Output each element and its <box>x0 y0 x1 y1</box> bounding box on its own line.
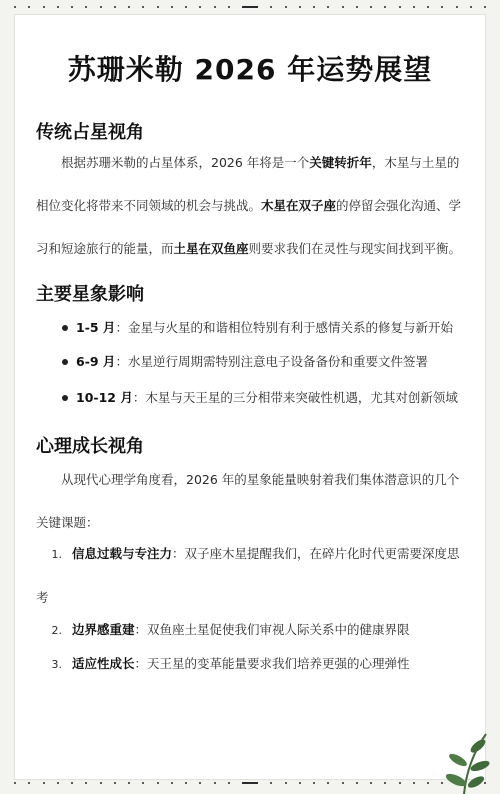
border-dot <box>299 6 301 8</box>
item-text: ：双鱼座土星促使我们审视人际关系中的健康界限 <box>134 622 410 637</box>
bullet-text: ：水星逆行周期需特别注意电子设备备份和重要文件签署 <box>115 354 428 369</box>
border-dot <box>14 782 16 784</box>
border-dot <box>114 782 116 784</box>
border-dot <box>413 6 415 8</box>
border-dot <box>327 782 329 784</box>
item-text: ：双子座木星提醒我们，在碎片化时代更需要深度思考 <box>36 546 460 605</box>
bullet-icon <box>62 359 68 365</box>
border-dot <box>142 6 144 8</box>
paragraph-run: 的停留会强化沟通、学习和短途旅行的能量，而 <box>36 198 462 256</box>
border-dot <box>171 782 173 784</box>
bullet-text: ：金星与火星的和谐相位特别有利于感情关系的修复与新开始 <box>115 320 453 335</box>
border-dot <box>28 6 30 8</box>
border-dot <box>327 6 329 8</box>
section-heading-psychology: 心理成长视角 <box>36 436 144 457</box>
border-dot <box>71 6 73 8</box>
border-dot <box>242 782 258 784</box>
border-dot <box>57 782 59 784</box>
bullet-text: ：木星与天王星的三分相带来突破性机遇，尤其对创新领域 <box>132 390 458 405</box>
border-dot <box>214 782 216 784</box>
border-dot <box>171 6 173 8</box>
bullet-icon <box>62 325 68 331</box>
border-dot <box>128 6 130 8</box>
border-dot <box>228 782 230 784</box>
border-dot <box>484 6 486 8</box>
paragraph-run-bold: 木星在双子座 <box>261 198 337 213</box>
border-dot <box>285 6 287 8</box>
item-number: 1. <box>51 548 62 561</box>
border-dot <box>185 6 187 8</box>
item-number: 3. <box>51 658 62 671</box>
item-label: 边界感重建 <box>72 622 135 637</box>
border-dot <box>114 6 116 8</box>
border-dot <box>100 6 102 8</box>
border-dot <box>370 6 372 8</box>
border-dot <box>384 6 386 8</box>
border-dot <box>413 782 415 784</box>
border-dot <box>142 782 144 784</box>
border-dot <box>313 6 315 8</box>
section-psychology-paragraph: 从现代心理学角度看，2026 年的星象能量映射着我们集体潜意识的几个关键课题： <box>36 472 460 530</box>
border-dot <box>228 6 230 8</box>
border-dot <box>43 6 45 8</box>
border-dot <box>356 6 358 8</box>
bullet-icon <box>62 395 68 401</box>
border-dot <box>399 6 401 8</box>
border-dot <box>356 782 358 784</box>
border-dot <box>214 6 216 8</box>
paragraph-run: 则要求我们在灵性与现实间找到平衡。 <box>248 241 462 256</box>
section-heading-major-aspects: 主要星象影响 <box>36 284 144 305</box>
numbered-item <box>36 532 466 619</box>
paragraph-run: 根据苏珊米勒的占星体系，2026 年将是一个 <box>61 155 310 170</box>
border-dot <box>57 6 59 8</box>
border-dot <box>71 782 73 784</box>
numbered-item <box>36 642 466 686</box>
border-dot <box>157 782 159 784</box>
border-dot <box>370 782 372 784</box>
paragraph-run-bold: 土星在双鱼座 <box>173 241 249 256</box>
border-dot <box>100 782 102 784</box>
item-label: 适应性成长 <box>72 656 135 671</box>
border-dot <box>342 6 344 8</box>
paragraph-run: ，木星与土星的相位变化将带来不同领域的机会与挑战。 <box>36 155 460 213</box>
list-item <box>62 352 472 370</box>
bullet-label: 1-5 月 <box>76 320 116 335</box>
item-label: 信息过载与专注力 <box>72 546 173 561</box>
border-dot <box>470 6 472 8</box>
border-dot <box>199 6 201 8</box>
item-number: 2. <box>51 624 62 637</box>
section-heading-traditional: 传统占星视角 <box>36 122 144 143</box>
border-dot <box>427 782 429 784</box>
border-dot <box>427 6 429 8</box>
border-dot <box>456 6 458 8</box>
border-dot <box>270 782 272 784</box>
border-dot <box>14 6 16 8</box>
border-dot <box>270 6 272 8</box>
top-dotted-border <box>14 4 486 10</box>
list-item <box>62 318 472 336</box>
border-dot <box>157 6 159 8</box>
document-title: 苏珊米勒 2026 年运势展望 <box>67 53 433 86</box>
paragraph-run-bold: 关键转折年 <box>309 155 372 170</box>
border-dot <box>299 782 301 784</box>
leaf-decoration-icon <box>434 724 494 794</box>
border-dot <box>313 782 315 784</box>
border-dot <box>384 782 386 784</box>
border-dot <box>285 782 287 784</box>
list-item <box>62 388 472 406</box>
border-dot <box>28 782 30 784</box>
bullet-label: 6-9 月 <box>76 354 116 369</box>
border-dot <box>43 782 45 784</box>
item-text: ：天王星的变革能量要求我们培养更强的心理弹性 <box>134 656 410 671</box>
section-traditional-paragraph <box>36 141 466 270</box>
border-dot <box>441 6 443 8</box>
border-dot <box>85 6 87 8</box>
border-dot <box>128 782 130 784</box>
border-dot <box>342 782 344 784</box>
bullet-label: 10-12 月 <box>76 390 133 405</box>
border-dot <box>85 782 87 784</box>
border-dot <box>185 782 187 784</box>
border-dot <box>199 782 201 784</box>
border-dot <box>242 6 258 8</box>
border-dot <box>399 782 401 784</box>
bottom-dotted-border <box>14 780 486 786</box>
